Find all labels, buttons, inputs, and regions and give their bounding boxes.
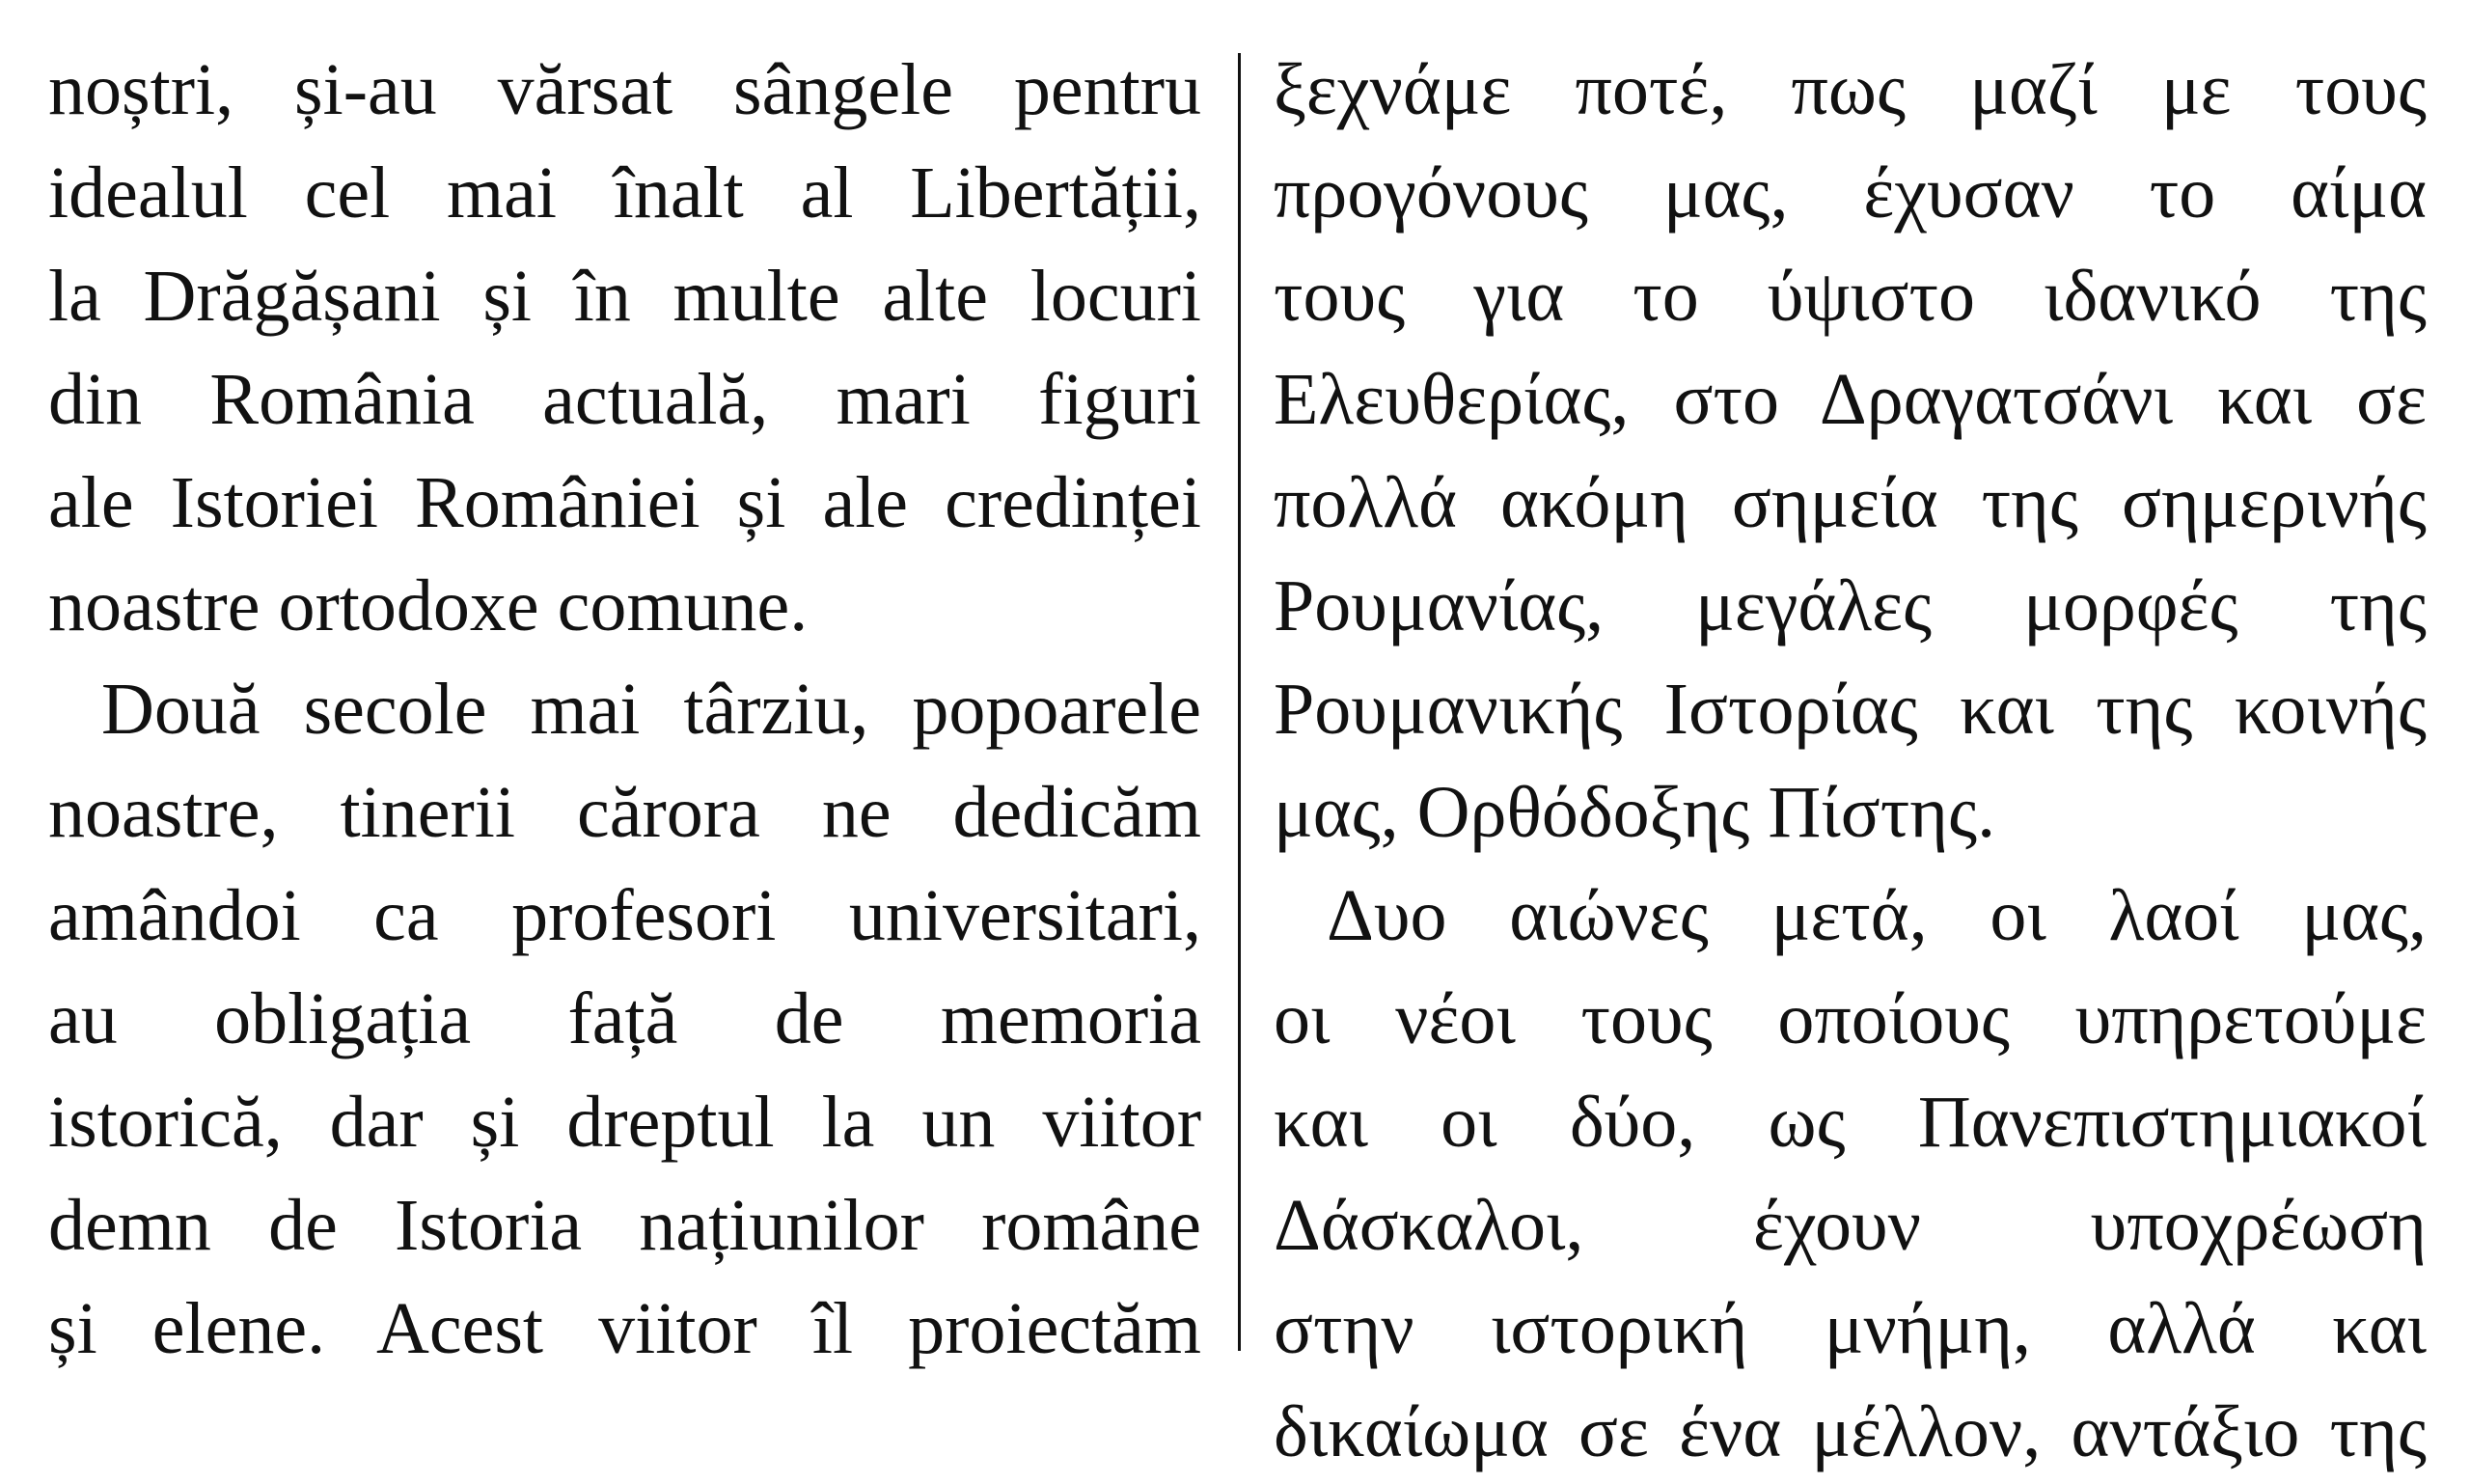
text-line: ale Istoriei României și ale credinței bbox=[48, 462, 1201, 543]
text-line: amândoi ca profesori universitari, bbox=[48, 875, 1201, 956]
text-line: οι νέοι τους οποίους υπηρετούμε bbox=[1274, 978, 2427, 1059]
text-line: noastre ortodoxe comune. bbox=[48, 565, 809, 646]
paragraph bbox=[48, 39, 1201, 658]
paragraph bbox=[1274, 865, 2427, 1484]
text-line: τους για το ύψιστο ιδανικό της bbox=[1274, 256, 2427, 337]
text-line: Ρουμανικής Ιστορίας και της κοινής bbox=[1274, 669, 2427, 750]
text-line: Δάσκαλοι, έχουν υποχρέωση bbox=[1274, 1185, 2427, 1266]
text-line: și elene. Acest viitor îl proiectăm bbox=[48, 1288, 1201, 1369]
romanian-text-column bbox=[48, 39, 1201, 1381]
text-line: demn de Istoria națiunilor române bbox=[48, 1185, 1201, 1266]
text-line: au obligația față de memoria bbox=[48, 978, 1201, 1059]
text-line: Δυο αιώνες μετά, οι λαοί μας, bbox=[1327, 875, 2427, 956]
text-line: idealul cel mai înalt al Libertății, bbox=[48, 152, 1201, 234]
text-line: ξεχνάμε ποτέ, πως μαζί με τους bbox=[1274, 49, 2427, 130]
text-line: και οι δύο, ως Πανεπιστημιακοί bbox=[1274, 1082, 2427, 1163]
text-line: din România actuală, mari figuri bbox=[48, 359, 1201, 440]
text-line: προγόνους μας, έχυσαν το αίμα bbox=[1274, 152, 2427, 234]
text-line: noastre, tinerii cărora ne dedicăm bbox=[48, 772, 1201, 853]
text-line: istorică, dar și dreptul la un viitor bbox=[48, 1082, 1201, 1163]
paragraph bbox=[1274, 39, 2427, 865]
greek-text-column bbox=[1274, 39, 2427, 1484]
text-line: στην ιστορική μνήμη, αλλά και bbox=[1274, 1288, 2427, 1369]
text-line: μας, Ορθόδοξης Πίστης. bbox=[1274, 772, 1996, 853]
paragraph bbox=[48, 658, 1201, 1381]
text-line: δικαίωμα σε ένα μέλλον, αντάξιο της bbox=[1274, 1391, 2427, 1472]
text-line: Două secole mai târziu, popoarele bbox=[101, 669, 1201, 750]
text-line: Ρουμανίας, μεγάλες μορφές της bbox=[1274, 565, 2427, 646]
text-line: noștri, și-au vărsat sângele pentru bbox=[48, 49, 1201, 130]
text-line: la Drăgășani și în multe alte locuri bbox=[48, 256, 1201, 337]
column-divider bbox=[1238, 53, 1241, 1351]
text-line: πολλά ακόμη σημεία της σημερινής bbox=[1274, 462, 2427, 543]
text-line: Ελευθερίας, στο Δραγατσάνι και σε bbox=[1274, 359, 2427, 440]
